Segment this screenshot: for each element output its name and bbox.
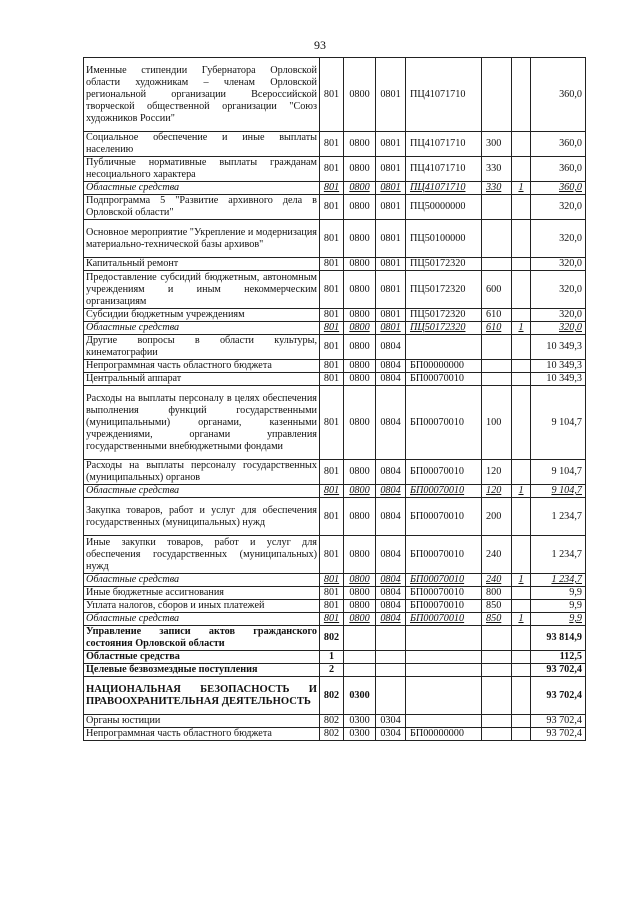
table-row — [84, 587, 586, 600]
row-source-code: 1 — [512, 485, 531, 498]
row-target-code: ПЦ50172320 — [406, 271, 482, 309]
row-source-code — [512, 460, 531, 485]
row-target-code: ПЦ41071710 — [406, 182, 482, 195]
table-row — [84, 309, 586, 322]
budget-table-body — [84, 58, 586, 741]
row-amount: 9 104,7 — [531, 386, 586, 460]
row-name: Субсидии бюджетным учреждениям — [84, 309, 320, 322]
row-section-code — [344, 626, 376, 651]
row-subsection-code: 0801 — [376, 157, 406, 182]
row-source-code — [512, 335, 531, 360]
row-section-code: 0800 — [344, 386, 376, 460]
table-row — [84, 600, 586, 613]
table-row — [84, 485, 586, 498]
row-amount: 1 234,7 — [531, 574, 586, 587]
row-expense-type-code: 300 — [482, 132, 512, 157]
row-section-code: 0800 — [344, 220, 376, 258]
row-section-code: 0800 — [344, 309, 376, 322]
row-source-code — [512, 157, 531, 182]
row-ved-code: 801 — [320, 373, 344, 386]
row-target-code: ПЦ41071710 — [406, 132, 482, 157]
row-target-code: БП00000000 — [406, 360, 482, 373]
row-source-code — [512, 195, 531, 220]
row-ved-code: 2 — [320, 664, 344, 677]
row-target-code — [406, 335, 482, 360]
table-row — [84, 182, 586, 195]
row-name: Основное мероприятие "Укрепление и модернизация материально-технической базы архивов" — [84, 220, 320, 258]
row-source-code — [512, 360, 531, 373]
row-expense-type-code — [482, 58, 512, 132]
row-target-code: БП00070010 — [406, 386, 482, 460]
row-amount: 320,0 — [531, 309, 586, 322]
row-source-code — [512, 220, 531, 258]
row-subsection-code: 0801 — [376, 322, 406, 335]
row-target-code — [406, 664, 482, 677]
row-source-code — [512, 626, 531, 651]
row-expense-type-code: 200 — [482, 498, 512, 536]
row-expense-type-code: 610 — [482, 309, 512, 322]
row-amount: 9 104,7 — [531, 485, 586, 498]
row-target-code: БП00070010 — [406, 460, 482, 485]
row-expense-type-code: 850 — [482, 600, 512, 613]
row-expense-type-code: 600 — [482, 271, 512, 309]
row-source-code — [512, 309, 531, 322]
row-source-code: 1 — [512, 613, 531, 626]
row-ved-code: 801 — [320, 157, 344, 182]
row-expense-type-code: 610 — [482, 322, 512, 335]
row-subsection-code: 0801 — [376, 132, 406, 157]
row-target-code: ПЦ50100000 — [406, 220, 482, 258]
row-name: Областные средства — [84, 322, 320, 335]
row-amount: 10 349,3 — [531, 360, 586, 373]
row-amount: 93 702,4 — [531, 677, 586, 715]
table-row — [84, 715, 586, 728]
page-number: 93 — [314, 38, 326, 52]
row-section-code: 0300 — [344, 715, 376, 728]
row-subsection-code: 0804 — [376, 574, 406, 587]
row-amount: 10 349,3 — [531, 335, 586, 360]
row-subsection-code: 0801 — [376, 195, 406, 220]
row-target-code: БП00070010 — [406, 574, 482, 587]
row-source-code — [512, 373, 531, 386]
row-ved-code: 801 — [320, 574, 344, 587]
row-ved-code: 801 — [320, 600, 344, 613]
row-section-code: 0300 — [344, 677, 376, 715]
row-ved-code: 801 — [320, 309, 344, 322]
row-subsection-code: 0801 — [376, 258, 406, 271]
row-ved-code: 801 — [320, 613, 344, 626]
row-expense-type-code — [482, 258, 512, 271]
row-subsection-code: 0804 — [376, 600, 406, 613]
row-target-code — [406, 677, 482, 715]
row-name: Областные средства — [84, 574, 320, 587]
row-section-code: 0800 — [344, 498, 376, 536]
row-expense-type-code — [482, 728, 512, 741]
row-source-code — [512, 664, 531, 677]
row-expense-type-code: 850 — [482, 613, 512, 626]
row-name: Иные закупки товаров, работ и услуг для обеспечения государственных (муниципальных) нужд — [84, 536, 320, 574]
row-source-code — [512, 386, 531, 460]
row-amount: 360,0 — [531, 182, 586, 195]
row-amount: 9,9 — [531, 600, 586, 613]
table-row — [84, 498, 586, 536]
table-row — [84, 728, 586, 741]
row-source-code: 1 — [512, 182, 531, 195]
row-name: Расходы на выплаты персоналу государственных (муниципальных) органов — [84, 460, 320, 485]
table-row — [84, 677, 586, 715]
table-row — [84, 574, 586, 587]
row-amount: 93 702,4 — [531, 715, 586, 728]
row-subsection-code — [376, 677, 406, 715]
row-section-code: 0800 — [344, 182, 376, 195]
row-expense-type-code — [482, 715, 512, 728]
row-ved-code: 801 — [320, 498, 344, 536]
row-section-code: 0800 — [344, 485, 376, 498]
row-subsection-code: 0804 — [376, 485, 406, 498]
row-target-code: БП00070010 — [406, 587, 482, 600]
row-source-code — [512, 498, 531, 536]
row-ved-code: 802 — [320, 715, 344, 728]
row-section-code: 0800 — [344, 587, 376, 600]
table-row — [84, 335, 586, 360]
table-row — [84, 258, 586, 271]
table-row — [84, 373, 586, 386]
row-subsection-code: 0804 — [376, 386, 406, 460]
row-section-code: 0800 — [344, 613, 376, 626]
row-amount: 9 104,7 — [531, 460, 586, 485]
table-row — [84, 195, 586, 220]
row-amount: 320,0 — [531, 322, 586, 335]
row-name: Иные бюджетные ассигнования — [84, 587, 320, 600]
row-target-code: БП00070010 — [406, 613, 482, 626]
row-ved-code: 801 — [320, 132, 344, 157]
row-name: Подпрограмма 5 "Развитие архивного дела в Орловской области" — [84, 195, 320, 220]
row-expense-type-code: 120 — [482, 485, 512, 498]
row-ved-code: 801 — [320, 182, 344, 195]
row-subsection-code: 0801 — [376, 271, 406, 309]
row-expense-type-code: 240 — [482, 536, 512, 574]
row-expense-type-code: 100 — [482, 386, 512, 460]
row-source-code — [512, 651, 531, 664]
row-subsection-code: 0804 — [376, 360, 406, 373]
row-target-code: БП00070010 — [406, 498, 482, 536]
row-name: Уплата налогов, сборов и иных платежей — [84, 600, 320, 613]
row-amount: 9,9 — [531, 613, 586, 626]
row-expense-type-code — [482, 373, 512, 386]
row-source-code — [512, 728, 531, 741]
row-subsection-code — [376, 651, 406, 664]
row-source-code: 1 — [512, 322, 531, 335]
row-subsection-code: 0801 — [376, 182, 406, 195]
row-ved-code: 801 — [320, 58, 344, 132]
row-expense-type-code — [482, 626, 512, 651]
row-amount: 320,0 — [531, 195, 586, 220]
row-amount: 93 814,9 — [531, 626, 586, 651]
row-target-code: ПЦ41071710 — [406, 58, 482, 132]
row-ved-code: 801 — [320, 335, 344, 360]
row-source-code — [512, 536, 531, 574]
row-ved-code: 801 — [320, 258, 344, 271]
row-name: Органы юстиции — [84, 715, 320, 728]
row-name: Предоставление субсидий бюджетным, автономным учреждениям и иным некоммерческим организациям — [84, 271, 320, 309]
table-row — [84, 664, 586, 677]
row-target-code: ПЦ50000000 — [406, 195, 482, 220]
row-subsection-code: 0804 — [376, 613, 406, 626]
table-row — [84, 220, 586, 258]
row-ved-code: 802 — [320, 728, 344, 741]
row-expense-type-code — [482, 195, 512, 220]
row-subsection-code: 0801 — [376, 309, 406, 322]
row-ved-code: 802 — [320, 626, 344, 651]
row-expense-type-code: 240 — [482, 574, 512, 587]
table-row — [84, 626, 586, 651]
row-subsection-code: 0804 — [376, 335, 406, 360]
row-ved-code: 801 — [320, 460, 344, 485]
row-amount: 9,9 — [531, 587, 586, 600]
row-name: Областные средства — [84, 182, 320, 195]
table-row — [84, 613, 586, 626]
row-amount: 112,5 — [531, 651, 586, 664]
row-section-code: 0300 — [344, 728, 376, 741]
row-ved-code: 801 — [320, 386, 344, 460]
row-ved-code: 801 — [320, 485, 344, 498]
row-name: Управление записи актов гражданского состояния Орловской области — [84, 626, 320, 651]
row-source-code — [512, 600, 531, 613]
row-amount: 10 349,3 — [531, 373, 586, 386]
row-ved-code: 1 — [320, 651, 344, 664]
row-name: Капитальный ремонт — [84, 258, 320, 271]
table-row — [84, 322, 586, 335]
row-subsection-code: 0804 — [376, 587, 406, 600]
row-expense-type-code — [482, 664, 512, 677]
row-name: Другие вопросы в области культуры, кинематографии — [84, 335, 320, 360]
table-row — [84, 58, 586, 132]
row-amount: 360,0 — [531, 157, 586, 182]
row-expense-type-code — [482, 677, 512, 715]
row-expense-type-code — [482, 335, 512, 360]
row-expense-type-code — [482, 360, 512, 373]
row-subsection-code: 0804 — [376, 536, 406, 574]
row-ved-code: 801 — [320, 536, 344, 574]
row-target-code — [406, 626, 482, 651]
row-subsection-code: 0304 — [376, 728, 406, 741]
row-source-code — [512, 587, 531, 600]
row-name: Областные средства — [84, 613, 320, 626]
row-expense-type-code — [482, 220, 512, 258]
row-target-code — [406, 651, 482, 664]
row-target-code: БП00070010 — [406, 600, 482, 613]
row-source-code — [512, 271, 531, 309]
row-section-code — [344, 651, 376, 664]
row-name: Центральный аппарат — [84, 373, 320, 386]
budget-table — [83, 57, 586, 741]
row-source-code — [512, 715, 531, 728]
row-expense-type-code — [482, 651, 512, 664]
row-name: Областные средства — [84, 485, 320, 498]
row-target-code: БП00070010 — [406, 373, 482, 386]
row-section-code: 0800 — [344, 132, 376, 157]
row-subsection-code: 0801 — [376, 220, 406, 258]
row-source-code — [512, 258, 531, 271]
row-ved-code: 801 — [320, 587, 344, 600]
row-name: Целевые безвозмездные поступления — [84, 664, 320, 677]
row-section-code: 0800 — [344, 157, 376, 182]
row-subsection-code: 0804 — [376, 460, 406, 485]
row-name: Непрограммная часть областного бюджета — [84, 360, 320, 373]
row-amount: 1 234,7 — [531, 536, 586, 574]
row-source-code — [512, 58, 531, 132]
row-name: Непрограммная часть областного бюджета — [84, 728, 320, 741]
row-section-code: 0800 — [344, 195, 376, 220]
row-ved-code: 801 — [320, 360, 344, 373]
row-section-code: 0800 — [344, 360, 376, 373]
row-subsection-code: 0804 — [376, 498, 406, 536]
row-subsection-code — [376, 626, 406, 651]
row-section-code: 0800 — [344, 536, 376, 574]
row-section-code: 0800 — [344, 574, 376, 587]
row-ved-code: 802 — [320, 677, 344, 715]
row-section-code: 0800 — [344, 373, 376, 386]
row-target-code: БП00000000 — [406, 728, 482, 741]
row-subsection-code: 0801 — [376, 58, 406, 132]
row-expense-type-code: 330 — [482, 157, 512, 182]
row-source-code — [512, 677, 531, 715]
row-amount: 93 702,4 — [531, 664, 586, 677]
row-target-code: ПЦ50172320 — [406, 309, 482, 322]
row-source-code: 1 — [512, 574, 531, 587]
row-name: Именные стипендии Губернатора Орловской области художникам – членам Орловской региональной организации Всероссийской творческой общественной организации "Союз художников России" — [84, 58, 320, 132]
row-name: Социальное обеспечение и иные выплаты населению — [84, 132, 320, 157]
row-target-code: БП00070010 — [406, 536, 482, 574]
row-section-code: 0800 — [344, 600, 376, 613]
row-expense-type-code: 120 — [482, 460, 512, 485]
row-section-code: 0800 — [344, 335, 376, 360]
table-row — [84, 536, 586, 574]
row-section-code: 0800 — [344, 58, 376, 132]
row-expense-type-code: 330 — [482, 182, 512, 195]
row-section-code: 0800 — [344, 258, 376, 271]
table-row — [84, 651, 586, 664]
row-target-code: ПЦ50172320 — [406, 322, 482, 335]
row-amount: 320,0 — [531, 220, 586, 258]
row-target-code: БП00070010 — [406, 485, 482, 498]
table-row — [84, 157, 586, 182]
row-ved-code: 801 — [320, 220, 344, 258]
row-name: Публичные нормативные выплаты гражданам несоциального характера — [84, 157, 320, 182]
row-subsection-code — [376, 664, 406, 677]
row-target-code: ПЦ41071710 — [406, 157, 482, 182]
row-target-code — [406, 715, 482, 728]
row-name: НАЦИОНАЛЬНАЯ БЕЗОПАСНОСТЬ И ПРАВООХРАНИТЕЛЬНАЯ ДЕЯТЕЛЬНОСТЬ — [84, 677, 320, 715]
row-amount: 360,0 — [531, 58, 586, 132]
row-amount: 360,0 — [531, 132, 586, 157]
row-section-code: 0800 — [344, 271, 376, 309]
row-subsection-code: 0804 — [376, 373, 406, 386]
row-expense-type-code: 800 — [482, 587, 512, 600]
row-ved-code: 801 — [320, 322, 344, 335]
row-amount: 93 702,4 — [531, 728, 586, 741]
row-amount: 320,0 — [531, 258, 586, 271]
row-amount: 320,0 — [531, 271, 586, 309]
row-target-code: ПЦ50172320 — [406, 258, 482, 271]
row-name: Закупка товаров, работ и услуг для обеспечения государственных (муниципальных) нужд — [84, 498, 320, 536]
table-row — [84, 460, 586, 485]
row-amount: 1 234,7 — [531, 498, 586, 536]
row-section-code — [344, 664, 376, 677]
row-source-code — [512, 132, 531, 157]
table-row — [84, 132, 586, 157]
row-section-code: 0800 — [344, 460, 376, 485]
row-subsection-code: 0304 — [376, 715, 406, 728]
row-name: Расходы на выплаты персоналу в целях обеспечения выполнения функций государственными (муниципальными) органами, казенными учреждениями, органами управления государственными внебюджетными фондами — [84, 386, 320, 460]
table-row — [84, 386, 586, 460]
table-row — [84, 360, 586, 373]
table-row — [84, 271, 586, 309]
row-name: Областные средства — [84, 651, 320, 664]
row-section-code: 0800 — [344, 322, 376, 335]
row-ved-code: 801 — [320, 271, 344, 309]
row-ved-code: 801 — [320, 195, 344, 220]
